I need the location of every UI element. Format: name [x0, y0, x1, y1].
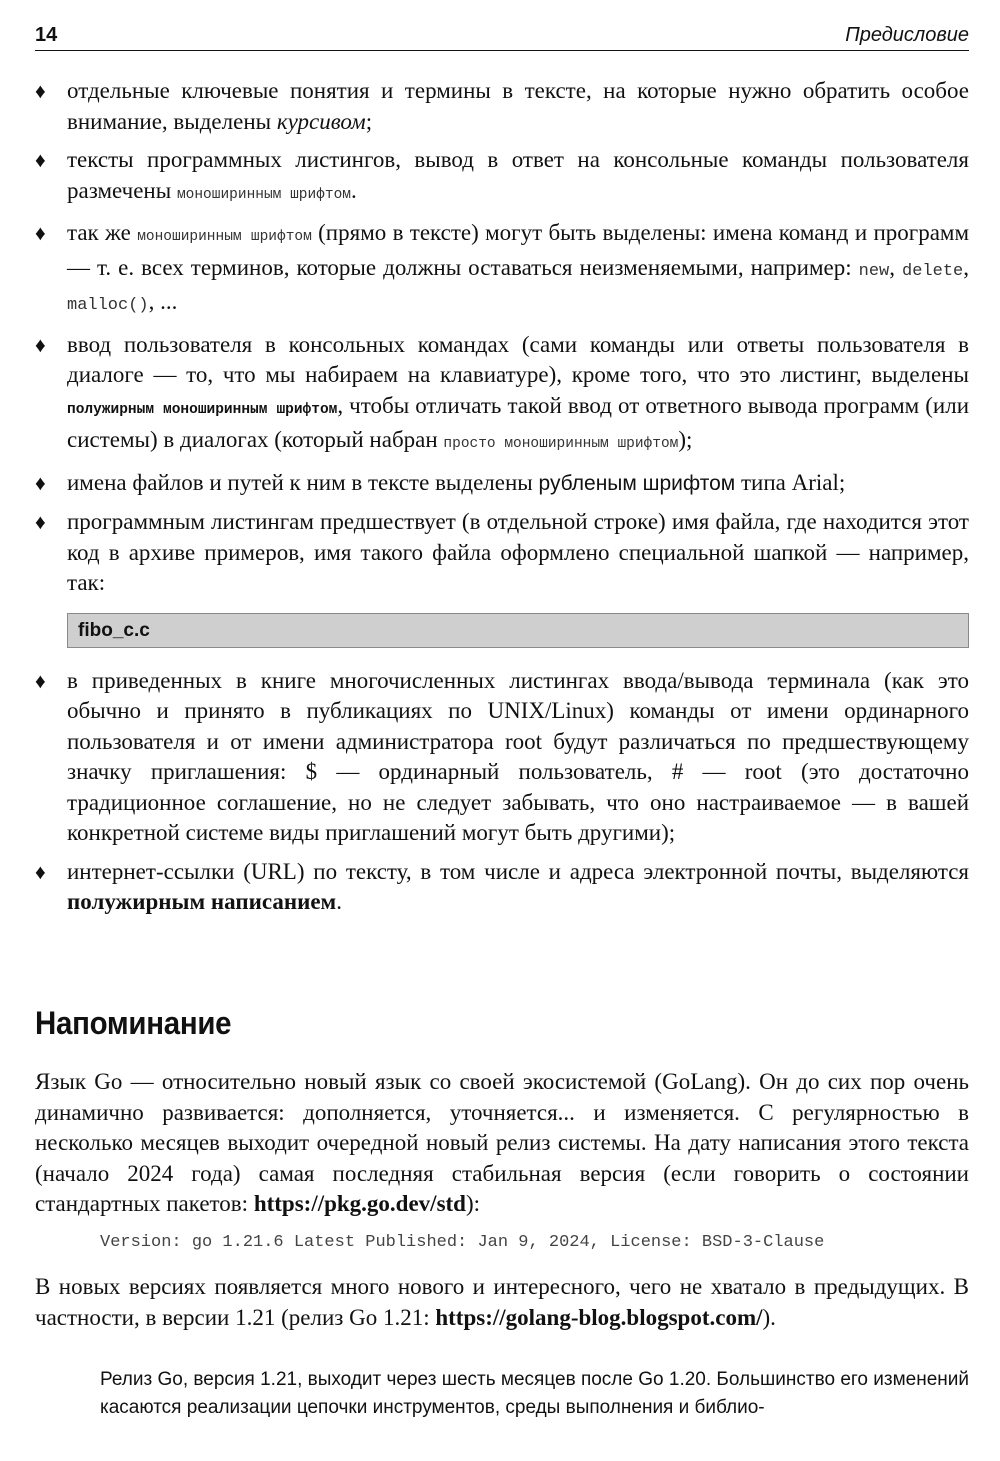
diamond-bullet-icon: ♦ — [35, 332, 46, 357]
code-delete: delete — [902, 261, 964, 281]
list-item: ♦ отдельные ключевые понятия и термины в тексте, на которые нужно обратить особое внимание, выделены курсивом; — [35, 78, 969, 134]
mono-example: просто моноширинным шрифтом — [443, 436, 679, 452]
list-item: ♦ программным листингам предшествует (в отдельной строке) имя файла, где находится этот код в архиве примеров, имя такого файла оформлено специальной шапкой — например, так: — [35, 509, 969, 595]
sans-example: рубленым шрифтом — [538, 471, 736, 495]
quoted-release-note: Релиз Go, версия 1.21, выходит через шесть месяцев после Go 1.20. Большинство его изменений касаются реализации цепочки инструментов, среды выполнения и библио- — [100, 1369, 969, 1418]
diamond-bullet-icon: ♦ — [35, 79, 46, 103]
version-code-line: Version: go 1.21.6 Latest Published: Jan 9, 2024, License: BSD-3-Clause — [100, 1233, 825, 1252]
list-item: ♦ так же моноширинным шрифтом (прямо в тексте) могут быть выделены: имена команд и программ — т. е. всех терминов, которые должны оставаться неизменяемыми, например: new, delete, malloc(), ... — [35, 220, 970, 315]
diamond-bullet-icon: ♦ — [35, 221, 46, 245]
page-number: 14 — [35, 24, 58, 46]
section-heading: Напоминание — [35, 1005, 232, 1041]
running-title: Предисловие — [845, 24, 969, 46]
conventions-list — [35, 76, 969, 926]
code-new: new — [858, 261, 890, 281]
code-malloc: malloc() — [67, 296, 149, 315]
bold-example: полужирным написанием — [67, 889, 337, 914]
paragraph: В новых версиях появляется много нового и интересного, чего не хватало в предыдущих. В частности, в версии 1.21 (релиз Go 1.21: https://golang-blog.blogspot.com/). — [35, 1274, 969, 1330]
url-link[interactable]: https://golang-blog.blogspot.com/ — [435, 1304, 763, 1330]
listing-file-header: fibo_c.c — [67, 613, 969, 648]
mono-example: моноширинным шрифтом — [176, 186, 351, 203]
italic-example: курсивом — [276, 108, 366, 134]
bold-mono-example: полужирным моноширинным шрифтом — [67, 401, 338, 418]
diamond-bullet-icon: ♦ — [35, 859, 46, 884]
diamond-bullet-icon: ♦ — [35, 470, 46, 495]
list-item: ♦ интернет-ссылки (URL) по тексту, в том числе и адреса электронной почты, выделяются полужирным написанием. — [35, 858, 969, 914]
list-item: ♦ имена файлов и путей к ним в тексте выделены рубленым шрифтом типа Arial; — [35, 468, 969, 500]
paragraph: Язык Go — относительно новый язык со своей экосистемой (GoLang). Он до сих пор очень динамично развивается: дополняется, уточняется... и изменяется. С регулярностью в несколько месяцев выходит очередной новый релиз системы. На дату написания этого текста (начало 2024 года) самая последняя стабильная версия (если говорить о состоянии стандартных пакетов: https://pkg.go.dev/std): — [35, 1069, 969, 1216]
mono-example: моноширинным шрифтом — [137, 229, 312, 245]
running-header — [35, 22, 969, 51]
list-item: ♦ тексты программных листингов, вывод в ответ на консольные команды пользователя размечены моноширинным шрифтом. — [35, 147, 969, 203]
list-item: ♦ ввод пользователя в консольных командах (сами команды или ответы пользователя в диалоге — то, что мы набираем на клавиатуре), кроме того, что это листинг, выделены полужирным моноширинным шрифтом, чтобы отличать такой ввод от ответного вывода программ (или системы) в диалогах (который набран просто моноширинным шрифтом); — [35, 331, 970, 452]
url-link[interactable]: https://pkg.go.dev/std — [253, 1191, 466, 1216]
diamond-bullet-icon: ♦ — [35, 148, 46, 172]
diamond-bullet-icon: ♦ — [35, 510, 46, 534]
diamond-bullet-icon: ♦ — [35, 668, 46, 693]
list-item: ♦ в приведенных в книге многочисленных листингах ввода/вывода терминала (как это обычно и принято в публикациях по UNIX/Linux) команды от имени ординарного пользователя и от имени администратора root будут различаться по предшествующему значку приглашения: $ — ординарный пользователь, # — root (это достаточно традиционное соглашение, но не следует забывать, что оно настраиваемое — в вашей конкретной системе виды приглашений могут быть другими); — [35, 667, 969, 845]
